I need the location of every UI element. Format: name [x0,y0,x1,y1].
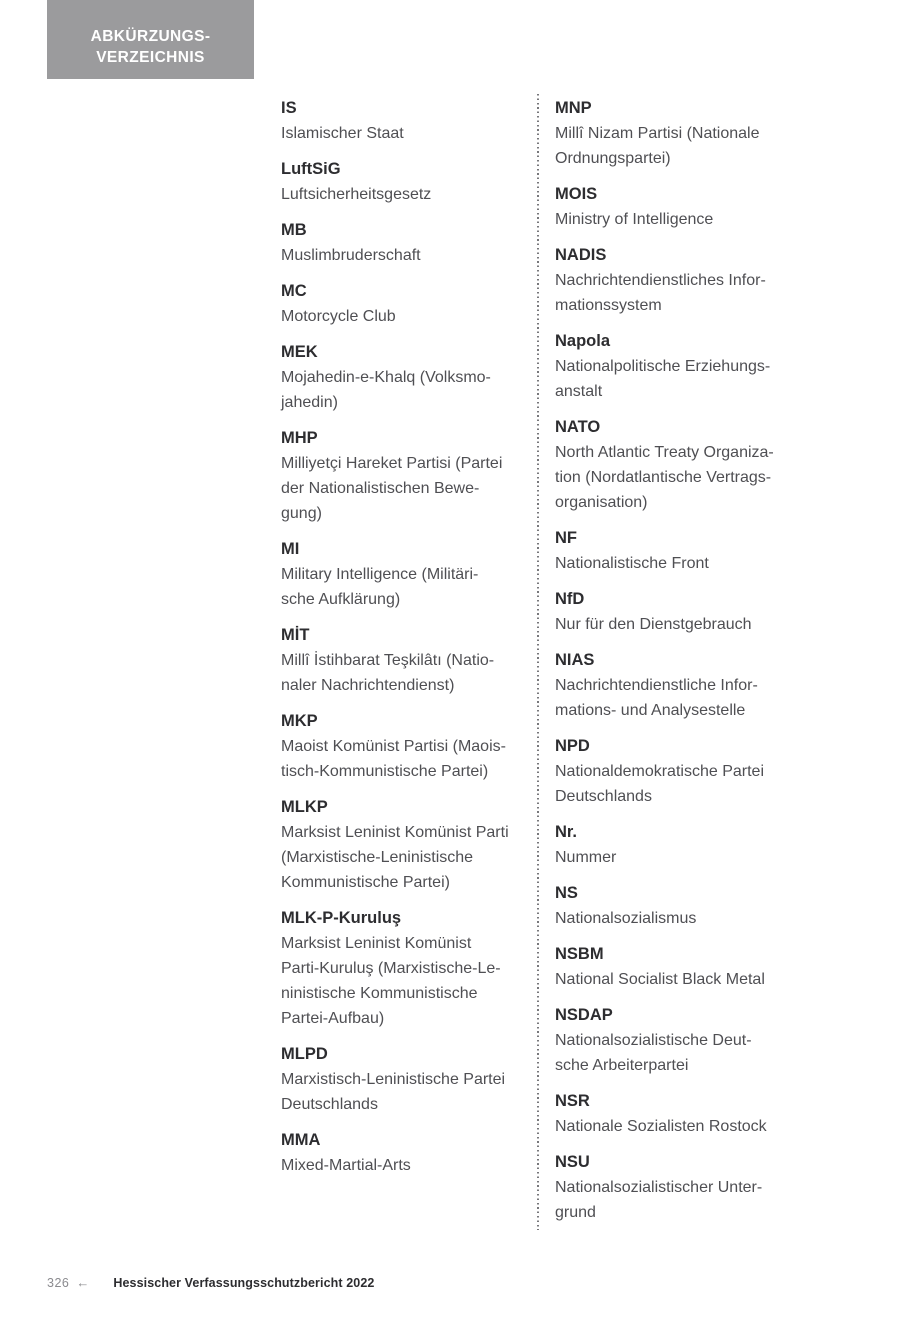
definition-line: Millî Nizam Partisi (Nationale [555,125,760,142]
abbreviation-entry [555,1003,805,1078]
definition-line: ninistische Kommunistische [281,985,478,1002]
abbreviation-term: NATO [555,418,601,436]
abbreviation-entry [281,1042,531,1117]
abbreviation-entry [281,426,531,526]
definition-line: Deutschlands [281,1096,378,1113]
abbreviation-definition [281,121,531,146]
abbreviation-term: NfD [555,590,585,608]
definition-line: Millî İstihbarat Teşkilâtı (Natio- [281,652,495,669]
definition-line: Nummer [555,849,617,866]
abbreviation-definition [555,354,805,404]
definition-line: Mixed-Martial-Arts [281,1157,411,1174]
abbreviation-definition [555,845,805,870]
definition-line: Maoist Komünist Partisi (Maois- [281,738,506,755]
definition-line: Partei-Aufbau) [281,1010,385,1027]
abbreviation-term: NPD [555,737,590,755]
abbreviation-definition [281,365,531,415]
abbreviation-entry [281,795,531,895]
abbreviation-term: NIAS [555,651,595,669]
abbreviation-column-left [281,96,531,1189]
abbreviation-definition [281,1067,531,1117]
abbreviation-term: MLK-P-Kuruluş [281,909,402,927]
definition-line: tion (Nordatlantische Vertrags- [555,469,772,486]
abbreviation-entry [281,537,531,612]
abbreviation-term: MB [281,221,307,239]
abbreviation-entry [281,906,531,1031]
definition-line: National Socialist Black Metal [555,971,765,988]
definition-line: der Nationalistischen Bewe- [281,480,480,497]
abbreviation-entry [281,279,531,329]
abbreviation-definition [281,648,531,698]
definition-line: Nationalpolitische Erziehungs- [555,358,771,375]
report-title: Hessischer Verfassungsschutzbericht 2022 [113,1276,375,1290]
abbreviation-entry [555,96,805,171]
abbreviation-definition [555,1175,805,1225]
definition-line: Ordnungspartei) [555,150,671,167]
definition-line: Nationalsozialismus [555,910,697,927]
abbreviation-definition [281,562,531,612]
definition-line: Marksist Leninist Komünist [281,935,472,952]
abbreviation-term: MC [281,282,307,300]
abbreviation-term: NADIS [555,246,607,264]
definition-line: mationssystem [555,297,662,314]
definition-line: Nachrichtendienstliche Infor- [555,677,758,694]
abbreviation-term: MLKP [281,798,328,816]
definition-line: grund [555,1204,596,1221]
abbreviation-term: MI [281,540,300,558]
definition-line: Motorcycle Club [281,308,396,325]
abbreviation-definition [555,440,805,515]
abbreviation-term: NSBM [555,945,604,963]
definition-line: Deutschlands [555,788,652,805]
abbreviation-definition [555,612,805,637]
abbreviation-definition [281,304,531,329]
abbreviation-entry [555,243,805,318]
definition-line: Nationaldemokratische Partei [555,763,764,780]
definition-line: naler Nachrichtendienst) [281,677,455,694]
abbreviation-entry [555,1150,805,1225]
abbreviation-term: MMA [281,1131,321,1149]
definition-line: Ministry of Intelligence [555,211,714,228]
definition-line: Muslimbruderschaft [281,247,421,264]
abbreviation-definition [281,734,531,784]
abbreviation-definition [281,931,531,1031]
abbreviation-definition [555,268,805,318]
abbreviation-term: IS [281,99,297,117]
definition-line: sche Arbeiterpartei [555,1057,689,1074]
abbreviation-definition [555,1114,805,1139]
abbreviation-term: NS [555,884,578,902]
chapter-header-box [47,0,254,79]
definition-line: Mojahedin-e-Khalq (Volksmo- [281,369,491,386]
abbreviation-definition [555,1028,805,1078]
abbreviation-definition [555,759,805,809]
abbreviation-entry [281,1128,531,1178]
abbreviation-entry [555,820,805,870]
chapter-title-line1: ABKÜRZUNGS- [90,28,211,45]
abbreviation-definition [281,451,531,526]
abbreviation-entry [281,340,531,415]
page-footer [47,1275,374,1291]
abbreviation-entry [555,734,805,809]
abbreviation-entry [555,881,805,931]
abbreviation-entry [281,218,531,268]
definition-line: organisation) [555,494,648,511]
abbreviation-entry [555,1089,805,1139]
back-arrow-icon: ← [76,1275,90,1290]
abbreviation-definition [555,673,805,723]
definition-line: jahedin) [281,394,338,411]
page-number: 326 [47,1276,70,1290]
definition-line: Nationalsozialistische Deut- [555,1032,752,1049]
abbreviation-term: MİT [281,626,310,644]
definition-line: Nationale Sozialisten Rostock [555,1118,767,1135]
abbreviation-term: MOIS [555,185,598,203]
definition-line: Islamischer Staat [281,125,404,142]
abbreviation-entry [281,709,531,784]
abbreviation-entry [281,96,531,146]
abbreviation-definition [555,121,805,171]
definition-line: Nur für den Dienstgebrauch [555,616,752,633]
definition-line: gung) [281,505,322,522]
abbreviation-entry [555,182,805,232]
abbreviation-definition [555,906,805,931]
abbreviation-entry [555,648,805,723]
abbreviation-entry [555,526,805,576]
abbreviation-term: NSU [555,1153,590,1171]
abbreviation-definition [555,967,805,992]
definition-line: Parti-Kuruluş (Marxistische-Le- [281,960,501,977]
definition-line: Military Intelligence (Militäri- [281,566,479,583]
definition-line: Marxistisch-Leninistische Partei [281,1071,506,1088]
abbreviation-term: Nr. [555,823,578,841]
abbreviation-entry [281,623,531,698]
abbreviation-term: NSDAP [555,1006,613,1024]
abbreviation-entry [555,329,805,404]
definition-line: North Atlantic Treaty Organiza- [555,444,774,461]
abbreviation-entry [555,415,805,515]
definition-line: mations- und Analysestelle [555,702,746,719]
definition-line: Marksist Leninist Komünist Parti [281,824,509,841]
definition-line: sche Aufklärung) [281,591,401,608]
abbreviation-term: MKP [281,712,318,730]
abbreviation-term: MHP [281,429,318,447]
abbreviation-term: Napola [555,332,611,350]
abbreviation-entry [555,942,805,992]
abbreviation-definition [281,243,531,268]
column-divider-dotted-line [537,94,539,1230]
abbreviation-term: MLPD [281,1045,328,1063]
abbreviation-term: NSR [555,1092,590,1110]
definition-line: tisch-Kommunistische Partei) [281,763,489,780]
definition-line: Luftsicherheitsgesetz [281,186,432,203]
chapter-title-line2: VERZEICHNIS [96,49,205,66]
abbreviation-definition [281,820,531,895]
abbreviation-column-right [555,96,805,1236]
abbreviation-definition [281,1153,531,1178]
abbreviation-definition [281,182,531,207]
definition-line: Nachrichtendienstliches Infor- [555,272,766,289]
definition-line: Nationalistische Front [555,555,709,572]
abbreviation-definition [555,207,805,232]
definition-line: Milliyetçi Hareket Partisi (Partei [281,455,503,472]
abbreviation-term: MEK [281,343,318,361]
definition-line: (Marxistische-Leninistische [281,849,474,866]
abbreviation-entry [555,587,805,637]
definition-line: anstalt [555,383,603,400]
abbreviation-entry [281,157,531,207]
abbreviation-term: NF [555,529,577,547]
abbreviation-term: MNP [555,99,592,117]
abbreviation-definition [555,551,805,576]
abbreviation-term: LuftSiG [281,160,341,178]
definition-line: Nationalsozialistischer Unter- [555,1179,763,1196]
definition-line: Kommunistische Partei) [281,874,450,891]
